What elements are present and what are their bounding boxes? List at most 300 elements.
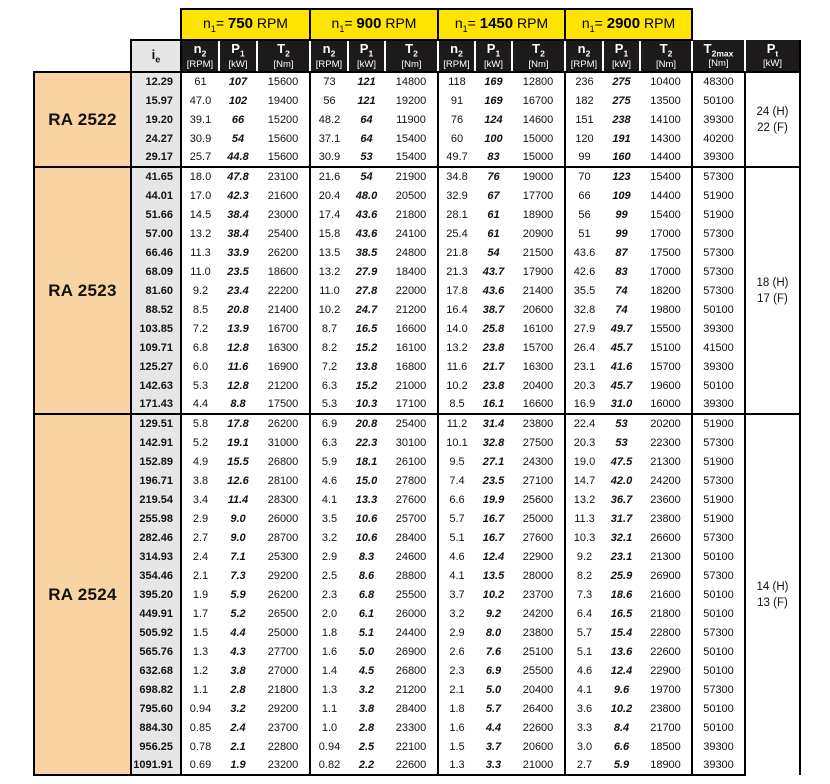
- t2-value-cell: 21400: [267, 303, 299, 316]
- t2max-value-cell: 51900: [692, 205, 745, 224]
- t2-value-cell: 20900: [522, 227, 554, 240]
- t2-value-cell: 16300: [522, 360, 554, 373]
- p1-value-cell: 66: [231, 113, 245, 126]
- t2-value-cell: 18900: [522, 208, 554, 221]
- p1-unit-label: [kW]: [484, 58, 503, 70]
- t2-value-cell: 24200: [522, 607, 554, 620]
- n2-value-cell: 99: [565, 148, 603, 167]
- gear-ratio-cell: 29.17: [131, 148, 181, 167]
- p1-value-cell: 99: [615, 227, 628, 240]
- p1-value-cell: 18.6: [610, 588, 633, 601]
- n2-value-cell: 8.2: [565, 566, 603, 585]
- t2-value-cell: 16800: [395, 360, 427, 373]
- p1-value-cell: 16.5: [355, 322, 378, 335]
- p1-value-cell: 10.2: [610, 702, 633, 715]
- t2-value-cell: 20600: [522, 303, 554, 316]
- p1-value-cell: 83: [487, 151, 500, 163]
- model-column-blank: [34, 40, 131, 72]
- p1-value-cell: 8.0: [485, 626, 502, 639]
- t2max-value-cell: 51900: [692, 509, 745, 528]
- n2-value-cell: 0.69: [181, 756, 219, 775]
- spec-row: [34, 376, 800, 395]
- t2max-value-cell: 50100: [692, 376, 745, 395]
- n2-value-cell: 18.0: [181, 167, 219, 186]
- p1-value-cell: 5.0: [485, 683, 502, 696]
- n2-value-cell: 60: [438, 129, 475, 148]
- n2-value-cell: 0.94: [310, 737, 348, 756]
- spec-row: [34, 224, 800, 243]
- t2-value-cell: 26600: [650, 531, 681, 544]
- n2-value-cell: 20.3: [565, 433, 603, 452]
- n2-value-cell: 26.4: [565, 338, 603, 357]
- p1-value-cell: 17.8: [219, 414, 257, 433]
- p1-value-cell: 15.5: [227, 455, 249, 468]
- p1-value-cell: 4.4: [485, 721, 502, 734]
- n2-value-cell: 1.8: [310, 623, 348, 642]
- n2-value-cell: 32.8: [565, 300, 603, 319]
- t2max-value-cell: 57300: [692, 224, 745, 243]
- p1-value-cell: 3.8: [230, 664, 246, 677]
- n2-value-cell: 1.0: [310, 718, 348, 737]
- p1-value-cell: 20.8: [227, 303, 249, 316]
- p1-value-cell: 32.8: [482, 436, 505, 449]
- p1-value-cell: 3.2: [230, 702, 246, 715]
- gear-ratio-header: $i_e$: [131, 40, 181, 72]
- n2-value-cell: 6.8: [181, 338, 219, 357]
- p1-value-cell: 7.3: [230, 569, 246, 582]
- t2-value-cell: 15600: [267, 132, 299, 145]
- input-speed-header: $n_1= 2900$ RPM: [565, 9, 692, 40]
- t2max-value-cell: 39300: [692, 756, 745, 775]
- n2-column-header: $n_2$ [RPM]: [181, 40, 219, 72]
- t2-value-cell: 14300: [650, 132, 681, 145]
- gear-ratio-cell: 103.85: [131, 319, 181, 338]
- gear-ratio-cell: 219.54: [131, 490, 181, 509]
- n2-value-cell: 6.3: [310, 376, 348, 395]
- t2-value-cell: 21800: [395, 208, 427, 221]
- t2max-value-cell: 41500: [692, 338, 745, 357]
- p1-value-cell: 13.9: [227, 322, 249, 335]
- n2-value-cell: 3.5: [310, 509, 348, 528]
- t2-value-cell: 21800: [650, 607, 681, 620]
- n2-unit-label: [RPM]: [443, 58, 470, 70]
- t2-value-cell: 15000: [522, 132, 554, 145]
- spec-row: [34, 395, 800, 414]
- thermal-power-cell: [745, 167, 800, 414]
- n2-value-cell: 236: [565, 72, 603, 91]
- t2max-value-cell: 57300: [692, 623, 745, 642]
- t2-value-cell: 19700: [650, 683, 681, 696]
- spec-row: [34, 642, 800, 661]
- input-speed-header: $n_1= 900$ RPM: [310, 9, 438, 40]
- n2-unit-label: [RPM]: [570, 58, 598, 70]
- n2-value-cell: 5.1: [565, 642, 603, 661]
- p1-value-cell: 12.8: [227, 379, 249, 392]
- t2-value-cell: 28000: [522, 569, 554, 582]
- spec-row: [34, 433, 800, 452]
- t2-value-cell: 28800: [395, 569, 427, 582]
- p1-value-cell: 87: [615, 246, 628, 259]
- t2-value-cell: 15600: [267, 151, 299, 163]
- spec-row: [34, 357, 800, 376]
- t2-value-cell: 27100: [522, 474, 554, 487]
- n2-value-cell: 5.7: [438, 509, 475, 528]
- t2max-unit-label: [Nm]: [708, 58, 729, 70]
- t2-value-cell: 21300: [650, 550, 681, 563]
- p1-value-cell: 3.7: [485, 740, 502, 753]
- n2-value-cell: 1.5: [181, 623, 219, 642]
- t2-value-cell: 10400: [640, 72, 692, 91]
- p1-value-cell: 8.3: [358, 550, 375, 563]
- spec-row: [34, 452, 800, 471]
- n2-value-cell: 7.4: [438, 471, 475, 490]
- t2-value-cell: 14400: [650, 189, 681, 202]
- n2-value-cell: 9.2: [181, 281, 219, 300]
- n2-value-cell: 30.9: [310, 148, 348, 167]
- t2-value-cell: 25100: [522, 645, 554, 658]
- p1-value-cell: 8.4: [613, 721, 630, 734]
- gear-ratio-cell: 196.71: [131, 471, 181, 490]
- p1-value-cell: 12.8: [227, 341, 249, 354]
- n2-value-cell: 61: [181, 72, 219, 91]
- t2-value-cell: 26400: [522, 702, 554, 715]
- t2-value-cell: 21600: [650, 588, 681, 601]
- t2-value-cell: 26800: [267, 455, 299, 468]
- n2-value-cell: 2.3: [310, 585, 348, 604]
- t2-value-cell: 27600: [395, 493, 427, 506]
- n2-value-cell: 9.2: [565, 547, 603, 566]
- n2-value-cell: 4.1: [565, 680, 603, 699]
- p1-value-cell: 4.5: [358, 664, 375, 677]
- n2-value-cell: 8.2: [310, 338, 348, 357]
- t2-value-cell: 25000: [267, 626, 299, 639]
- input-speed-value: 2900: [606, 15, 641, 33]
- t2-value-cell: 15200: [267, 113, 299, 126]
- p1-value-cell: 5.9: [230, 588, 246, 601]
- t2-column-header: $T_2$ [Nm]: [385, 40, 438, 72]
- gear-ratio-cell: 505.92: [131, 623, 181, 642]
- t2-value-cell: 14400: [650, 151, 681, 163]
- p1-value-cell: 54: [231, 132, 245, 145]
- n2-value-cell: 6.6: [438, 490, 475, 509]
- gear-ratio-cell: 109.71: [131, 338, 181, 357]
- t2-value-cell: 15100: [650, 341, 681, 354]
- n2-value-cell: 56: [310, 91, 348, 110]
- t2-value-cell: 15400: [395, 132, 427, 145]
- n2-value-cell: 42.6: [565, 262, 603, 281]
- n2-value-cell: 1.3: [181, 642, 219, 661]
- p1-value-cell: 7.6: [485, 645, 502, 658]
- n2-value-cell: 1.5: [438, 737, 475, 756]
- gear-ratio-cell: 795.60: [131, 699, 181, 718]
- n2-value-cell: 39.1: [181, 110, 219, 129]
- p1-value-cell: 121: [357, 94, 376, 107]
- thermal-power-line: 18 (H): [756, 276, 789, 289]
- t2-value-cell: 29200: [267, 569, 299, 582]
- t2-column-header: $T_2$ [Nm]: [257, 40, 310, 72]
- spec-row: [34, 699, 800, 718]
- p1-value-cell: 54: [487, 246, 500, 259]
- gear-ratio-cell: 354.46: [131, 566, 181, 585]
- t2max-value-cell: 50100: [692, 604, 745, 623]
- t2-value-cell: 30100: [395, 436, 427, 449]
- n2-unit-label: [RPM]: [186, 58, 214, 70]
- n2-value-cell: 4.6: [438, 547, 475, 566]
- t2-value-cell: 19400: [267, 94, 299, 107]
- n2-value-cell: 16.4: [438, 300, 475, 319]
- t2-value-cell: 24100: [395, 227, 427, 240]
- n2-value-cell: 182: [565, 91, 603, 110]
- gear-ratio-cell: 44.01: [131, 186, 181, 205]
- n2-value-cell: 0.78: [181, 737, 219, 756]
- p1-value-cell: 31.4: [475, 414, 512, 433]
- p1-column-header: $P_1$ [kW]: [348, 40, 385, 72]
- t2-value-cell: 12800: [512, 72, 565, 91]
- gear-ratio-cell: 1091.91: [131, 756, 181, 775]
- p1-value-cell: 61: [487, 208, 500, 221]
- n2-value-cell: 4.1: [310, 490, 348, 509]
- p1-value-cell: 38.7: [482, 303, 505, 316]
- n2-value-cell: 1.1: [181, 680, 219, 699]
- t2-value-cell: 28700: [267, 531, 299, 544]
- thermal-power-line: 13 (F): [757, 597, 788, 609]
- t2-value-cell: 26000: [395, 607, 427, 620]
- p1-value-cell: 23.5: [227, 265, 249, 278]
- spec-row: [34, 319, 800, 338]
- p1-value-cell: 3.2: [358, 683, 375, 696]
- p1-value-cell: 9.0: [230, 531, 246, 544]
- t2-value-cell: 11900: [396, 113, 426, 126]
- p1-value-cell: 5.2: [230, 607, 246, 620]
- gearbox-spec-table: [33, 8, 801, 776]
- t2-value-cell: 22200: [267, 284, 299, 297]
- n2-value-cell: 7.3: [565, 585, 603, 604]
- n2-column-header: $n_2$ [RPM]: [565, 40, 603, 72]
- t2-value-cell: 28300: [267, 493, 299, 506]
- n2-value-cell: 8.7: [310, 319, 348, 338]
- n2-value-cell: 6.0: [181, 357, 219, 376]
- t2-value-cell: 18900: [640, 756, 692, 775]
- n2-value-cell: 23.1: [565, 357, 603, 376]
- n2-value-cell: 10.2: [438, 376, 475, 395]
- n2-value-cell: 4.4: [181, 395, 219, 414]
- p1-value-cell: 19.9: [482, 493, 505, 506]
- p1-value-cell: 2.8: [358, 721, 375, 734]
- gear-ratio-cell: 129.51: [131, 414, 181, 433]
- t2max-value-cell: 57300: [692, 566, 745, 585]
- gear-ratio-cell: 884.30: [131, 718, 181, 737]
- n2-value-cell: 1.3: [310, 680, 348, 699]
- n2-value-cell: 3.4: [181, 490, 219, 509]
- spec-row: [34, 471, 800, 490]
- p1-value-cell: 47.8: [219, 167, 257, 186]
- thermal-power-cell: [745, 72, 800, 167]
- t2-value-cell: 27700: [267, 645, 299, 658]
- n2-value-cell: 11.6: [438, 357, 475, 376]
- p1-value-cell: 5.1: [358, 626, 375, 639]
- spec-row: [34, 623, 800, 642]
- n2-value-cell: 11.2: [438, 414, 475, 433]
- t2-unit-label: [Nm]: [528, 58, 549, 70]
- spec-row: [34, 338, 800, 357]
- p1-value-cell: 5.7: [485, 702, 502, 715]
- t2-value-cell: 23000: [267, 208, 299, 221]
- n2-value-cell: 76: [438, 110, 475, 129]
- t2-value-cell: 28100: [267, 474, 299, 487]
- t2max-value-cell: 40200: [692, 129, 745, 148]
- t2-value-cell: 17700: [522, 189, 554, 202]
- t2max-value-cell: 51900: [692, 186, 745, 205]
- n2-value-cell: 5.9: [310, 452, 348, 471]
- t2-value-cell: 16700: [522, 94, 554, 107]
- p1-value-cell: 16.7: [482, 531, 505, 544]
- t2max-value-cell: 57300: [692, 680, 745, 699]
- n2-value-cell: 91: [438, 91, 475, 110]
- n2-value-cell: 3.8: [181, 471, 219, 490]
- n2-value-cell: 11.0: [310, 281, 348, 300]
- p1-value-cell: 3.3: [475, 756, 512, 775]
- t2-value-cell: 27000: [267, 664, 299, 677]
- t2-value-cell: 21700: [650, 721, 681, 734]
- n2-value-cell: 9.5: [438, 452, 475, 471]
- n2-value-cell: 14.5: [181, 205, 219, 224]
- n2-value-cell: 25.4: [438, 224, 475, 243]
- t2-value-cell: 23800: [522, 626, 554, 639]
- p1-column-header: $P_1$ [kW]: [603, 40, 640, 72]
- p1-value-cell: 19.1: [227, 436, 249, 449]
- spec-row: [34, 566, 800, 585]
- p1-value-cell: 23.8: [482, 341, 505, 354]
- n2-value-cell: 28.1: [438, 205, 475, 224]
- t2-value-cell: 26200: [267, 588, 299, 601]
- t2max-value-cell: 50100: [692, 699, 745, 718]
- p1-value-cell: 99: [615, 208, 628, 221]
- t2-value-cell: 23600: [650, 493, 681, 506]
- p1-value-cell: 275: [612, 94, 631, 107]
- t2-value-cell: 15700: [650, 360, 681, 373]
- t2max-value-cell: 39300: [692, 357, 745, 376]
- n2-value-cell: 10.1: [438, 433, 475, 452]
- t2-value-cell: 23300: [395, 721, 427, 734]
- p1-value-cell: 16.7: [482, 512, 505, 525]
- n2-value-cell: 3.2: [438, 604, 475, 623]
- p1-value-cell: 27.8: [355, 284, 378, 297]
- p1-value-cell: 53: [603, 414, 640, 433]
- p1-value-cell: 6.6: [613, 740, 630, 753]
- p1-value-cell: 74: [615, 303, 628, 316]
- gear-ratio-cell: 282.46: [131, 528, 181, 547]
- n2-value-cell: 1.8: [438, 699, 475, 718]
- p1-value-cell: 31.0: [610, 398, 633, 410]
- t2-value-cell: 17000: [650, 227, 681, 240]
- n2-value-cell: 7.2: [181, 319, 219, 338]
- p1-value-cell: 43.6: [355, 227, 378, 240]
- t2-value-cell: 21600: [267, 189, 299, 202]
- t2max-value-cell: 57300: [692, 528, 745, 547]
- n2-value-cell: 13.2: [310, 262, 348, 281]
- thermal-power-line: 24 (H): [756, 105, 789, 118]
- p1-value-cell: 3.8: [358, 702, 375, 715]
- t2max-value-cell: 50100: [692, 91, 745, 110]
- p1-column-header: $P_1$ [kW]: [475, 40, 512, 72]
- spec-row: [34, 72, 800, 91]
- spec-row: [34, 281, 800, 300]
- gear-ratio-cell: 51.66: [131, 205, 181, 224]
- t2-value-cell: 25500: [395, 588, 427, 601]
- n2-value-cell: 1.1: [310, 699, 348, 718]
- p1-value-cell: 16.5: [610, 607, 633, 620]
- n2-value-cell: 5.3: [181, 376, 219, 395]
- p1-value-cell: 21.7: [482, 360, 505, 373]
- t2-value-cell: 25000: [522, 512, 554, 525]
- t2-value-cell: 22600: [522, 721, 554, 734]
- t2max-value-cell: 39300: [692, 148, 745, 167]
- t2-value-cell: 24600: [395, 550, 427, 563]
- p1-value-cell: 20.8: [348, 414, 385, 433]
- n2-value-cell: 1.6: [310, 642, 348, 661]
- n2-value-cell: 51: [565, 224, 603, 243]
- n2-value-cell: 17.8: [438, 281, 475, 300]
- t2-value-cell: 26800: [395, 664, 427, 677]
- t2-value-cell: 22000: [395, 284, 427, 297]
- t2-value-cell: 16300: [267, 341, 299, 354]
- n2-column-header: $n_2$ [RPM]: [310, 40, 348, 72]
- spec-row: [34, 585, 800, 604]
- p1-value-cell: 6.9: [485, 664, 502, 677]
- t2-value-cell: 13500: [650, 94, 681, 107]
- spec-row: [34, 129, 800, 148]
- n2-value-cell: 27.9: [565, 319, 603, 338]
- t2-value-cell: 14100: [650, 113, 681, 126]
- spec-row: [34, 737, 800, 756]
- n2-value-cell: 22.4: [565, 414, 603, 433]
- n2-unit-label: [RPM]: [315, 58, 343, 70]
- n2-value-cell: 2.7: [565, 756, 603, 775]
- gear-ratio-cell: 88.52: [131, 300, 181, 319]
- p1-value-cell: 32.1: [610, 531, 633, 544]
- gear-ratio-cell: 125.27: [131, 357, 181, 376]
- p1-value-cell: 83: [615, 265, 628, 278]
- t2-value-cell: 28400: [395, 702, 427, 715]
- t2max-value-cell: 39300: [692, 737, 745, 756]
- p1-value-cell: 8.6: [358, 569, 375, 582]
- p1-value-cell: 13.8: [355, 360, 378, 373]
- n2-value-cell: 5.7: [565, 623, 603, 642]
- input-speed-value: 1450: [479, 15, 514, 33]
- t2-value-cell: 16100: [395, 341, 427, 354]
- n2-value-cell: 118: [438, 72, 475, 91]
- t2-value-cell: 16700: [267, 322, 299, 335]
- t2-value-cell: 18600: [267, 265, 299, 278]
- table-header: [34, 9, 800, 72]
- p1-value-cell: 42.3: [227, 189, 249, 202]
- gear-ratio-cell: 632.68: [131, 661, 181, 680]
- t2-value-cell: 21800: [267, 683, 299, 696]
- n2-value-cell: 13.2: [565, 490, 603, 509]
- t2-column-header: $T_2$ [Nm]: [640, 40, 692, 72]
- t2-value-cell: 24800: [395, 246, 427, 259]
- t2-value-cell: 28400: [395, 531, 427, 544]
- n2-value-cell: 3.6: [565, 699, 603, 718]
- n2-value-cell: 6.4: [565, 604, 603, 623]
- t2-value-cell: 19800: [650, 303, 681, 316]
- p1-value-cell: 102: [228, 94, 248, 107]
- n2-value-cell: 14.7: [565, 471, 603, 490]
- p1-value-cell: 2.5: [358, 740, 375, 753]
- p1-value-cell: 8.8: [230, 398, 246, 410]
- n2-value-cell: 34.8: [438, 167, 475, 186]
- p1-value-cell: 9.0: [230, 512, 246, 525]
